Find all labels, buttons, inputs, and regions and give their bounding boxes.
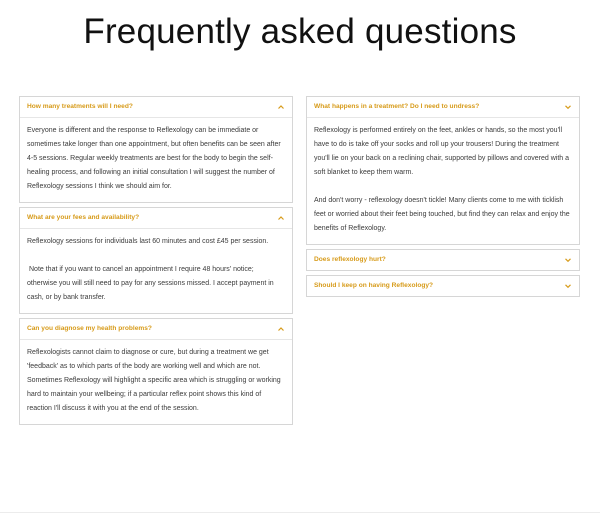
faq-question: Does reflexology hurt?: [314, 256, 386, 263]
faq-column-left: [19, 96, 293, 429]
faq-item: [19, 318, 293, 425]
chevron-up-icon: [277, 325, 285, 333]
faq-question: What happens in a treatment? Do I need to undress?: [314, 103, 480, 110]
faq-toggle-fees-availability[interactable]: [20, 208, 292, 229]
faq-item: [19, 96, 293, 203]
faq-toggle-what-happens[interactable]: [307, 97, 579, 118]
faq-toggle-how-many-treatments[interactable]: [20, 97, 292, 118]
faq-question: How many treatments will I need?: [27, 103, 133, 110]
faq-item: [306, 275, 580, 297]
faq-answer: [20, 118, 292, 202]
chevron-up-icon: [277, 103, 285, 111]
faq-answer-paragraph: Note that if you want to cancel an appointment I require 48 hours' notice; otherwise you will still need to pay for any sessions missed. I accept payment in cash, or by bank transfer.: [27, 266, 274, 301]
faq-question: Can you diagnose my health problems?: [27, 325, 152, 332]
faq-answer-paragraph: Reflexologists cannot claim to diagnose or cure, but during a treatment we get 'feedback' as to which parts of the body are working well and which are not. Sometimes Reflexology will highlight a specific area which is struggling or working hard to maintain your wellbeing; if a particular reflex point shows this kind of reaction I'll discuss it with you at the end of the session.: [27, 349, 281, 412]
faq-column-right: [306, 96, 580, 301]
faq-answer: [307, 118, 579, 244]
faq-answer-paragraph: Reflexology sessions for individuals last 60 minutes and cost £45 per session.: [27, 238, 269, 245]
faq-item: [306, 96, 580, 245]
chevron-down-icon: [564, 282, 572, 290]
faq-answer-paragraph: Reflexology is performed entirely on the feet, ankles or hands, so the most you'll have to do is take off your socks and roll up your trousers! During the treatment you'll lie on your back on a reclining chair, supported by pillows and covered with a soft blanket to keep them warm.: [314, 127, 570, 176]
faq-answer: [20, 340, 292, 424]
faq-item: [306, 249, 580, 271]
chevron-up-icon: [277, 214, 285, 222]
faq-toggle-does-it-hurt[interactable]: [307, 250, 579, 270]
faq-answer: [20, 229, 292, 313]
faq-item: [19, 207, 293, 314]
faq-question: What are your fees and availability?: [27, 214, 140, 221]
faq-toggle-diagnose-health[interactable]: [20, 319, 292, 340]
chevron-down-icon: [564, 256, 572, 264]
faq-toggle-keep-having[interactable]: [307, 276, 579, 296]
faq-question: Should I keep on having Reflexology?: [314, 282, 434, 289]
faq-answer-paragraph: Everyone is different and the response to Reflexology can be immediate or sometimes take longer than one appointment, but often benefits can be seen after 4-5 sessions. Regular weekly treatments are best for the body to begin the self-healing process, and following an initial consultation I will suggest the number of Reflexology sessions I think we should aim for.: [27, 127, 281, 190]
faq-answer-paragraph: And don't worry - reflexology doesn't tickle! Many clients come to me with ticklish feet or worried about their feet being touched, but find they can relax and enjoy the benefits of Reflexology.: [314, 197, 570, 232]
divider: [0, 512, 600, 513]
page-title: Frequently asked questions: [83, 12, 517, 51]
chevron-down-icon: [564, 103, 572, 111]
